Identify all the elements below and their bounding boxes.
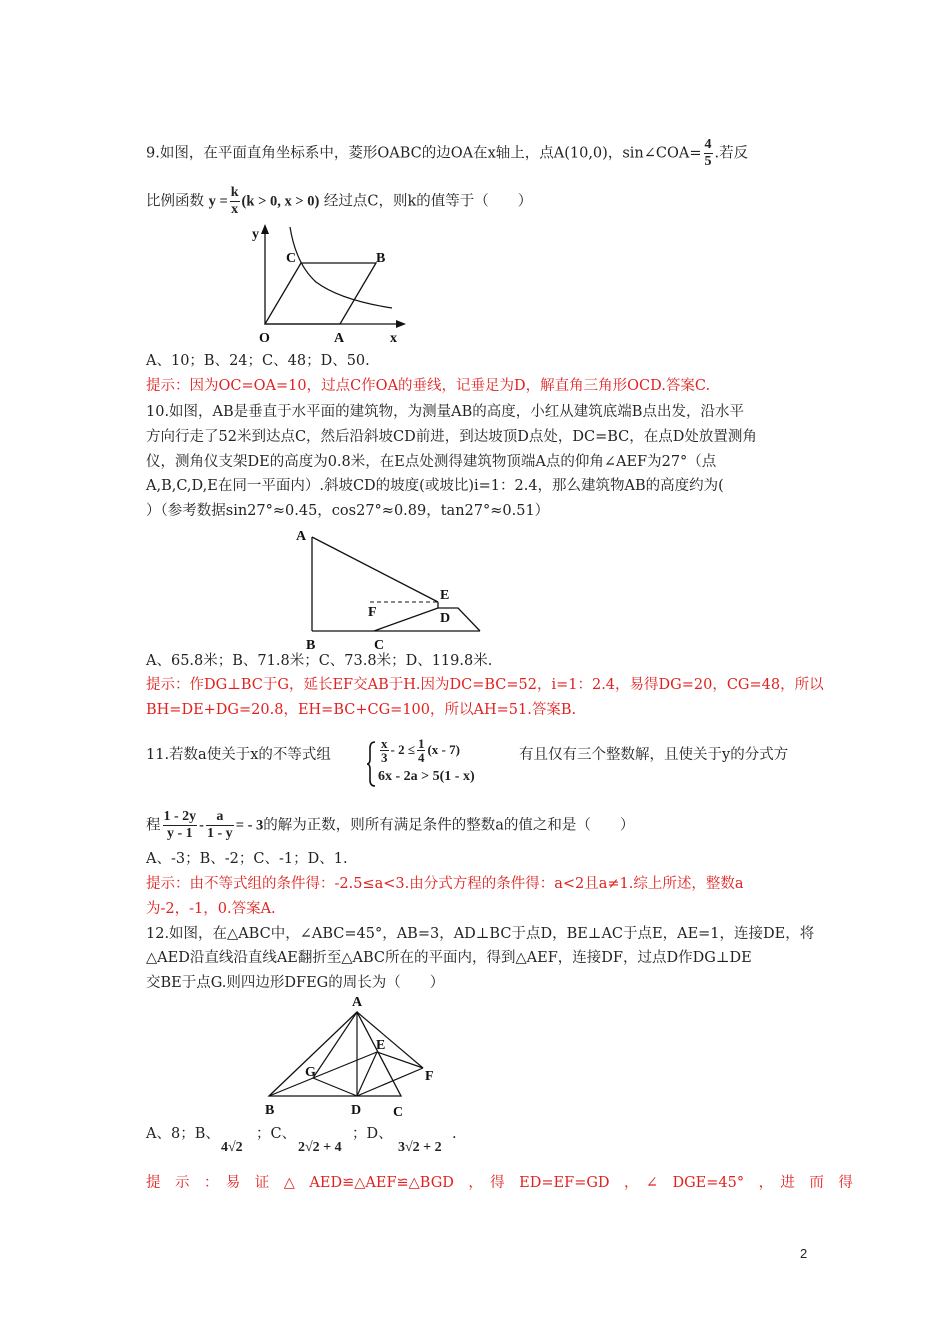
q11-hint-1: 提示：由不等式组的条件得：-2.5≤a<3.由分式方程的条件得：a<2且a≠1.综上所述，整数a [146, 876, 744, 892]
line-df [357, 1068, 423, 1096]
label-b: B [265, 1103, 275, 1118]
q12-figure [255, 992, 455, 1122]
option-c-value: 2√2 + 4 [298, 1140, 342, 1155]
label-c: C [286, 251, 297, 266]
eq-fraction-1: $\frac{1 - 2y}{y - 1}$ [163, 809, 197, 841]
options-end: . [452, 1126, 457, 1142]
q9-line-1: 9.如图，在平面直角坐标系中，菱形OABC的边OA在x轴上，点A(10,0)，sin∠COA= $\frac{4}{5}$ .若反 [146, 137, 749, 169]
option-d-prefix: ；D、 [352, 1126, 393, 1142]
eq-fraction-2: $\frac{a}{1 - y}$ [207, 809, 233, 841]
label-a: A [334, 331, 345, 346]
x-axis-arrow [396, 320, 406, 328]
q10-figure [292, 525, 492, 655]
y-axis-arrow [261, 224, 269, 234]
q10-line-3: 仪，测角仪支架DE的高度为0.8米，在E点处测得建筑物顶端A点的仰角∠AEF为27°（点 [146, 454, 717, 470]
q11-options: A、-3；B、-2；C、-1；D、1. [146, 851, 348, 867]
label-e: E [376, 1038, 386, 1053]
option-b-value: 4√2 [221, 1140, 243, 1155]
q9-options: A、10；B、24；C、48；D、50. [146, 353, 370, 369]
func-y: y = [208, 193, 228, 210]
q10-hint-2: BH=DE+DG=20.8，EH=BC+CG=100，所以AH=51.答案B. [146, 702, 577, 718]
q10-hint-1: 提示：作DG⊥BC于G，延长EF交AB于H.因为DC=BC=52，i=1：2.4，易得DG=20，CG=48，所以 [146, 677, 824, 693]
label-f: F [425, 1069, 434, 1084]
line-be [269, 1052, 377, 1096]
label-a: A [352, 995, 363, 1010]
hyperbola-curve [290, 227, 392, 308]
inequality-system [366, 736, 516, 787]
q12-line-1: 12.如图，在△ABC中，∠ABC=45°，AB=3，AD⊥BC于点D，BE⊥AC于点E，AE=1，连接DE，将 [146, 926, 815, 942]
line-ef [377, 1052, 423, 1068]
q10-line-1: 10.如图，AB是垂直于水平面的建筑物，为测量AB的高度，小红从建筑底端B点出发，沿水平 [146, 404, 744, 420]
label-o: O [259, 331, 270, 346]
q9-hint: 提示：因为OC=OA=10，过点C作OA的垂线，记垂足为D，解直角三角形OCD.答案C. [146, 378, 711, 394]
label-g: G [305, 1065, 316, 1080]
rhombus-oabc [265, 263, 376, 324]
q11-line-1a: 11.若数a使关于x的不等式组 [146, 747, 331, 763]
q10-options: A、65.8米；B、71.8米；C、73.8米；D、119.8米. [146, 653, 493, 669]
label-y: y [252, 227, 259, 242]
q11-line-1b: 有且仅有三个整数解，且使关于y的分式方 [519, 747, 789, 763]
sin-fraction: $\frac{4}{5}$ [704, 137, 712, 169]
page-number: 2 [800, 1246, 808, 1261]
label-b: B [376, 251, 386, 266]
inequality-1: $\frac{x}{3}$ - 2 ≤ $\frac{1}{4}$ (x - 7) [381, 736, 460, 765]
q10-line-4: A,B,C,D,E在同一平面内）.斜坡CD的坡度(或坡比)i=1：2.4，那么建筑物AB的高度约为( [146, 478, 724, 494]
label-x: x [390, 331, 397, 346]
label-a: A [296, 529, 307, 544]
label-f: F [368, 605, 377, 620]
label-b: B [306, 638, 316, 653]
line-dg [313, 1078, 357, 1096]
line-ag [313, 1012, 357, 1078]
q12-line-2: △AED沿直线沿直线AE翻折至△ABC所在的平面内，得到△AEF，连接DF，过点D作DG⊥DE [146, 950, 752, 966]
q12-hint: 提 示 ： 易 证 △ AED≌△AEF≌△BGD ， 得 ED=EF=GD ， ∠ DGE=45° ， 进 而 得 [146, 1175, 853, 1191]
slope-cd [374, 608, 438, 631]
q9-figure [240, 222, 420, 347]
label-c: C [374, 638, 385, 653]
line-ae-f [357, 1012, 423, 1068]
q11-line-2: 程 $\frac{1 - 2y}{y - 1}$ - $\frac{a}{1 - y}$ = - 3的解为正数，则所有满足条件的整数a的值之和是（ ） [146, 809, 635, 841]
q12-line-3: 交BE于点G.则四边形DFEG的周长为（ ） [146, 975, 445, 991]
q12-options: A、8；B、 [146, 1126, 220, 1142]
q9-line-2: 比例函数 y = $\frac{k}{x}$ (k > 0, x > 0) 经过点C，则k的值等于（ ） [146, 185, 533, 217]
sight-ae [312, 537, 438, 602]
option-d-value: 3√2 + 2 [398, 1140, 442, 1155]
label-d: D [440, 611, 451, 626]
label-e: E [440, 588, 450, 603]
label-d: D [351, 1103, 362, 1118]
left-brace [366, 741, 376, 787]
func-fraction: $\frac{k}{x}$ [230, 185, 239, 217]
func-cond: (k > 0, x > 0) [241, 193, 320, 210]
inequality-2: 6x - 2a > 5(1 - x) [378, 769, 475, 784]
label-c: C [393, 1105, 404, 1120]
q10-line-2: 方向行走了52米到达点C，然后沿斜坡CD前进，到达坡顶D点处，DC=BC，在点D处放置测角 [146, 429, 757, 445]
q10-line-5: ）（参考数据sin27°≈0.45，cos27°≈0.89，tan27°≈0.51） [146, 503, 550, 519]
q11-hint-2: 为-2，-1，0.答案A. [146, 901, 276, 917]
option-c-prefix: ；C、 [256, 1126, 297, 1142]
